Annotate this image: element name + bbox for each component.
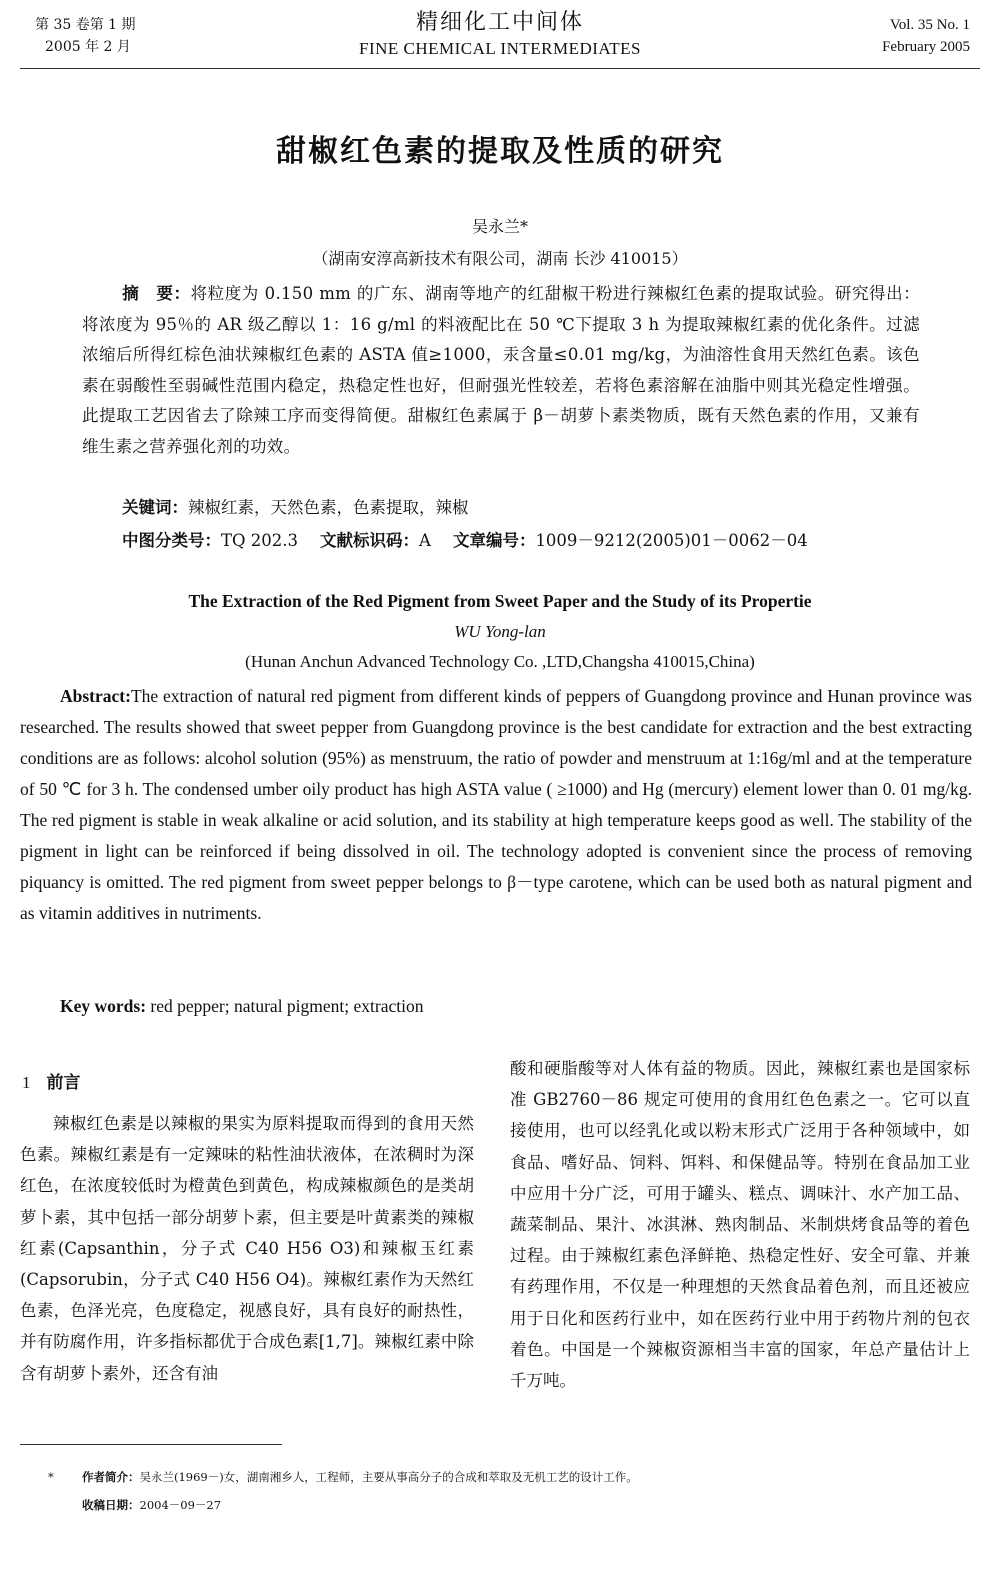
author-affiliation: （湖南安淳高新技术有限公司，湖南 长沙 410015）	[312, 249, 688, 268]
abstract-cn-text: 将粒度为 0.150 mm 的广东、湖南等地产的红甜椒干粉进行辣椒红色素的提取试验。研究得出：将浓度为 95％的 AR 级乙醇以 1：16 g/ml 的料液配比在 50 ℃下提取 3 h 为提取辣椒红素的优化条件。过滤浓缩后所得红棕色油状辣椒红色素的 ASTA 值≥1000，汞含量≤0.01 mg/kg，为油溶性食用天然红色素。该色素在弱酸性至弱碱性范围内稳定，热稳定性也好，但耐强光性较差，若将色素溶解在油脂中则其光稳定性增强。此提取工艺因省去了除辣工序而变得简便。甜椒红色素属于 β－胡萝卜素类物质，既有天然色素的作用，又兼有维生素之营养强化剂的功效。	[82, 284, 920, 456]
section-heading	[22, 1068, 81, 1093]
section-title: 前言	[46, 1073, 81, 1093]
english-title: The Extraction of the Red Pigment from Sweet Paper and the Study of its Propertie	[188, 591, 812, 611]
volume-issue-cn: 第 35 卷第 1 期	[35, 17, 136, 33]
journal-name	[300, 8, 700, 60]
abstract-cn-label: 摘 要：	[122, 284, 191, 303]
footnote-star: *	[48, 1470, 54, 1484]
running-header-left	[35, 14, 136, 58]
abstract-cn	[82, 279, 920, 462]
running-header-right	[882, 14, 970, 58]
date-en: February 2005	[882, 39, 970, 55]
keywords-cn-label: 关键词：	[122, 498, 188, 517]
clc-value: TQ 202.3	[221, 531, 299, 550]
paper-title: 甜椒红色素的提取及性质的研究	[276, 134, 724, 169]
article-no-value: 1009－9212(2005)01－0062－04	[535, 531, 808, 550]
classification-line	[122, 527, 942, 555]
footnote-received-text: 2004－09－27	[139, 1498, 222, 1512]
journal-name-en: FINE CHEMICAL INTERMEDIATES	[358, 39, 642, 58]
abstract-en-text: The extraction of natural red pigment from different kinds of peppers of Guangdong province and Hunan province was researched. The results showed that sweet pepper from Guangdong province is the best candidate for extraction and the best extracting conditions are as follows: alcohol solution (95%) as menstruum, the ratio of powder and menstruum at 1:16g/ml and at the temperature of 50 ℃ for 3 h. The condensed umber oily product has high ASTA value ( ≥1000) and Hg (mercury) element lower than 0. 01 mg/kg. The red pigment is stable in weak alkaline or acid solution, and its stability at high temperature keeps good as well. The stability of the pigment in light can be reinforced if being dissolved in oil. The technology adopted is convenient since the process of removing piquancy is omitted. The red pigment from sweet pepper belongs to β－type carotene, which can be used both as natural pigment and as vitamin additives in nutriments.	[20, 686, 972, 923]
keywords-en-text: red pepper; natural pigment; extraction	[150, 996, 424, 1016]
volume-issue-en: Vol. 35 No. 1	[889, 17, 970, 33]
abstract-en	[20, 681, 972, 929]
doc-code-label: 文献标识码：	[320, 531, 420, 550]
keywords-cn	[122, 494, 922, 522]
footnote-received	[82, 1496, 221, 1514]
section-number: 1	[22, 1073, 31, 1092]
header-rule	[20, 68, 980, 69]
keywords-en-label: Key words:	[60, 996, 147, 1016]
doc-code-value: A	[419, 531, 431, 550]
body-right-column: 酸和硬脂酸等对人体有益的物质。因此，辣椒红素也是国家标准 GB2760－86 规定可使用的食用红色色素之一。它可以直接使用，也可以经乳化或以粉末形式广泛用于各种领域中，如食品、嗜好品、饲料、饵料、和保健品等。特别在食品加工业中应用十分广泛，可用于罐头、糕点、调味汁、水产加工品、蔬菜制品、果汁、冰淇淋、熟肉制品、米制烘烤食品等的着色过程。由于辣椒红素色泽鲜艳、热稳定性好、安全可靠、并兼有药理作用，不仅是一种理想的天然食品着色剂，而且还被应用于日化和医药行业中，如在医药行业中用于药物片剂的包衣着色。中国是一个辣椒资源相当丰富的国家，年总产量估计上千万吨。	[510, 1059, 970, 1391]
clc-label: 中图分类号：	[122, 531, 221, 550]
date-cn: 2005 年 2 月	[45, 39, 131, 55]
author-name: 吴永兰*	[471, 217, 528, 236]
footnote-rule	[20, 1444, 282, 1445]
footnote-author	[48, 1468, 638, 1486]
journal-name-cn: 精细化工中间体	[415, 10, 584, 35]
body-left-column: 辣椒红色素是以辣椒的果实为原料提取而得到的食用天然色素。辣椒红素是有一定辣味的粘性油状液体，在浓稠时为深红色，在浓度较低时为橙黄色到黄色，构成辣椒颜色的是类胡萝卜素，其中包括一部分胡萝卜素，但主要是叶黄素类的辣椒红素(Capsanthin，分子式 C40 H56 O3)和辣椒玉红素(Capsorubin，分子式 C40 H56 O4)。辣椒红素作为天然红色素，色泽光亮，色度稳定，视感良好，具有良好的耐热性，并有防腐作用，许多指标都优于合成色素[1,7]。辣椒红素中除含有胡萝卜素外，还含有油	[20, 1114, 474, 1383]
keywords-en	[60, 992, 960, 1020]
footnote-author-text: 吴永兰(1969－)女，湖南湘乡人，工程师，主要从事高分子的合成和萃取及无机工艺的设计工作。	[139, 1470, 638, 1484]
article-no-label: 文章编号：	[452, 531, 536, 550]
footnote-author-label: 作者简介：	[82, 1470, 140, 1484]
english-affiliation: (Hunan Anchun Advanced Technology Co. ,LTD,Changsha 410015,China)	[245, 652, 755, 671]
english-author: WU Yong-lan	[454, 622, 546, 641]
keywords-cn-text: 辣椒红素，天然色素，色素提取，辣椒	[188, 498, 469, 517]
footnote-received-label: 收稿日期：	[82, 1498, 140, 1512]
abstract-en-label: Abstract:	[60, 686, 131, 706]
